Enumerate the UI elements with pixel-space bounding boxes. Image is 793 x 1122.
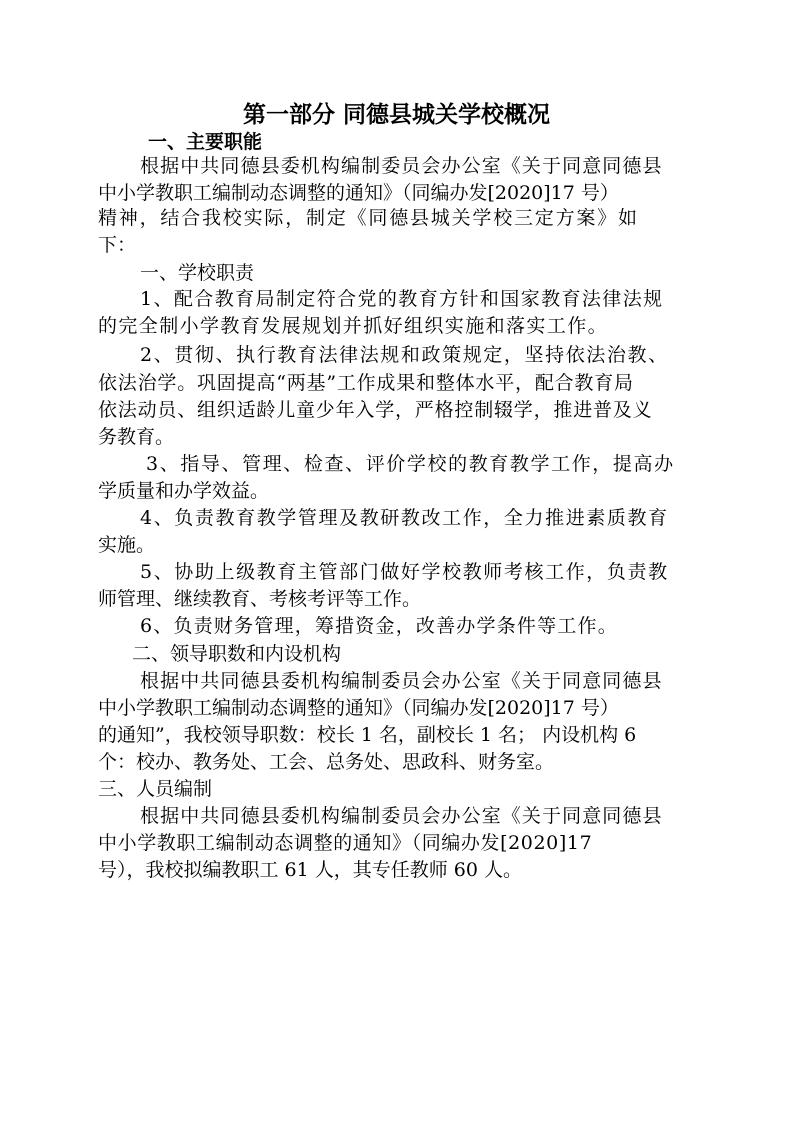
paragraph-line: 根据中共同德县委机构编制委员会办公室《关于同意同德县 (140, 670, 663, 692)
paragraph-line: 依法治学。巩固提高“两基”工作成果和整体水平，配合教育局 (98, 372, 634, 394)
paragraph-line: 3、指导、管理、检查、评价学校的教育教学工作，提高办 (146, 453, 675, 475)
section-heading: 二、领导职数和内设机构 (132, 643, 342, 665)
paragraph-line: 4、负责教育教学管理及教研教改工作，全力推进素质教育 (140, 507, 669, 529)
paragraph-line: 的完全制小学教育发展规划并抓好组织实施和落实工作。 (98, 315, 609, 337)
paragraph-line: 中小学教职工编制动态调整的通知》（同编办发[2020]17 号） (98, 182, 619, 204)
section-heading: 一、学校职责 (140, 262, 255, 284)
paragraph-line: 根据中共同德县委机构编制委员会办公室《关于同意同德县 (140, 805, 663, 827)
heading-main-functions: 一、主要职能 (148, 131, 263, 153)
paragraph-line: 6、负责财务管理，筹措资金，改善办学条件等工作。 (140, 615, 618, 637)
paragraph-line: 务教育。 (98, 426, 175, 448)
paragraph-line: 1、配合教育局制定符合党的教育方针和国家教育法律法规 (140, 288, 664, 310)
paragraph-line: 师管理、继续教育、考核考评等工作。 (98, 588, 422, 610)
paragraph-line: 实施。 (98, 534, 156, 556)
page-title: 第一部分 同德县城关学校概况 (242, 102, 550, 128)
paragraph-line: 依法动员、组织适龄儿童少年入学，严格控制辍学，推进普及义 (98, 399, 653, 421)
paragraph-line: 中小学教职工编制动态调整的通知》（同编办发[2020]17 号） (98, 697, 619, 719)
paragraph-line: 学质量和办学效益。 (98, 480, 270, 502)
paragraph-line: 个：校办、教务处、工会、总务处、思政科、财务室。 (98, 751, 555, 773)
paragraph-line: 5、协助上级教育主管部门做好学校教师考核工作，负责教 (140, 561, 669, 583)
paragraph-line: 2、贯彻、执行教育法律法规和政策规定，坚持依法治教、 (140, 344, 669, 366)
paragraph-line: 下： (98, 234, 137, 256)
paragraph-line: 的通知”，我校领导职数：校长 1 名，副校长 1 名； 内设机构 6 (98, 724, 637, 746)
paragraph-line: 中小学教职工编制动态调整的通知》（同编办发[2020]17 (98, 832, 593, 854)
paragraph-line: 根据中共同德县委机构编制委员会办公室《关于同意同德县 (140, 155, 663, 177)
section-heading: 三、人员编制 (98, 778, 213, 800)
paragraph-line: 精神，结合我校实际，制定《同德县城关学校三定方案》如 (98, 207, 639, 229)
paragraph-line: 号），我校拟编教职工 61 人，其专任教师 60 人。 (98, 859, 523, 881)
